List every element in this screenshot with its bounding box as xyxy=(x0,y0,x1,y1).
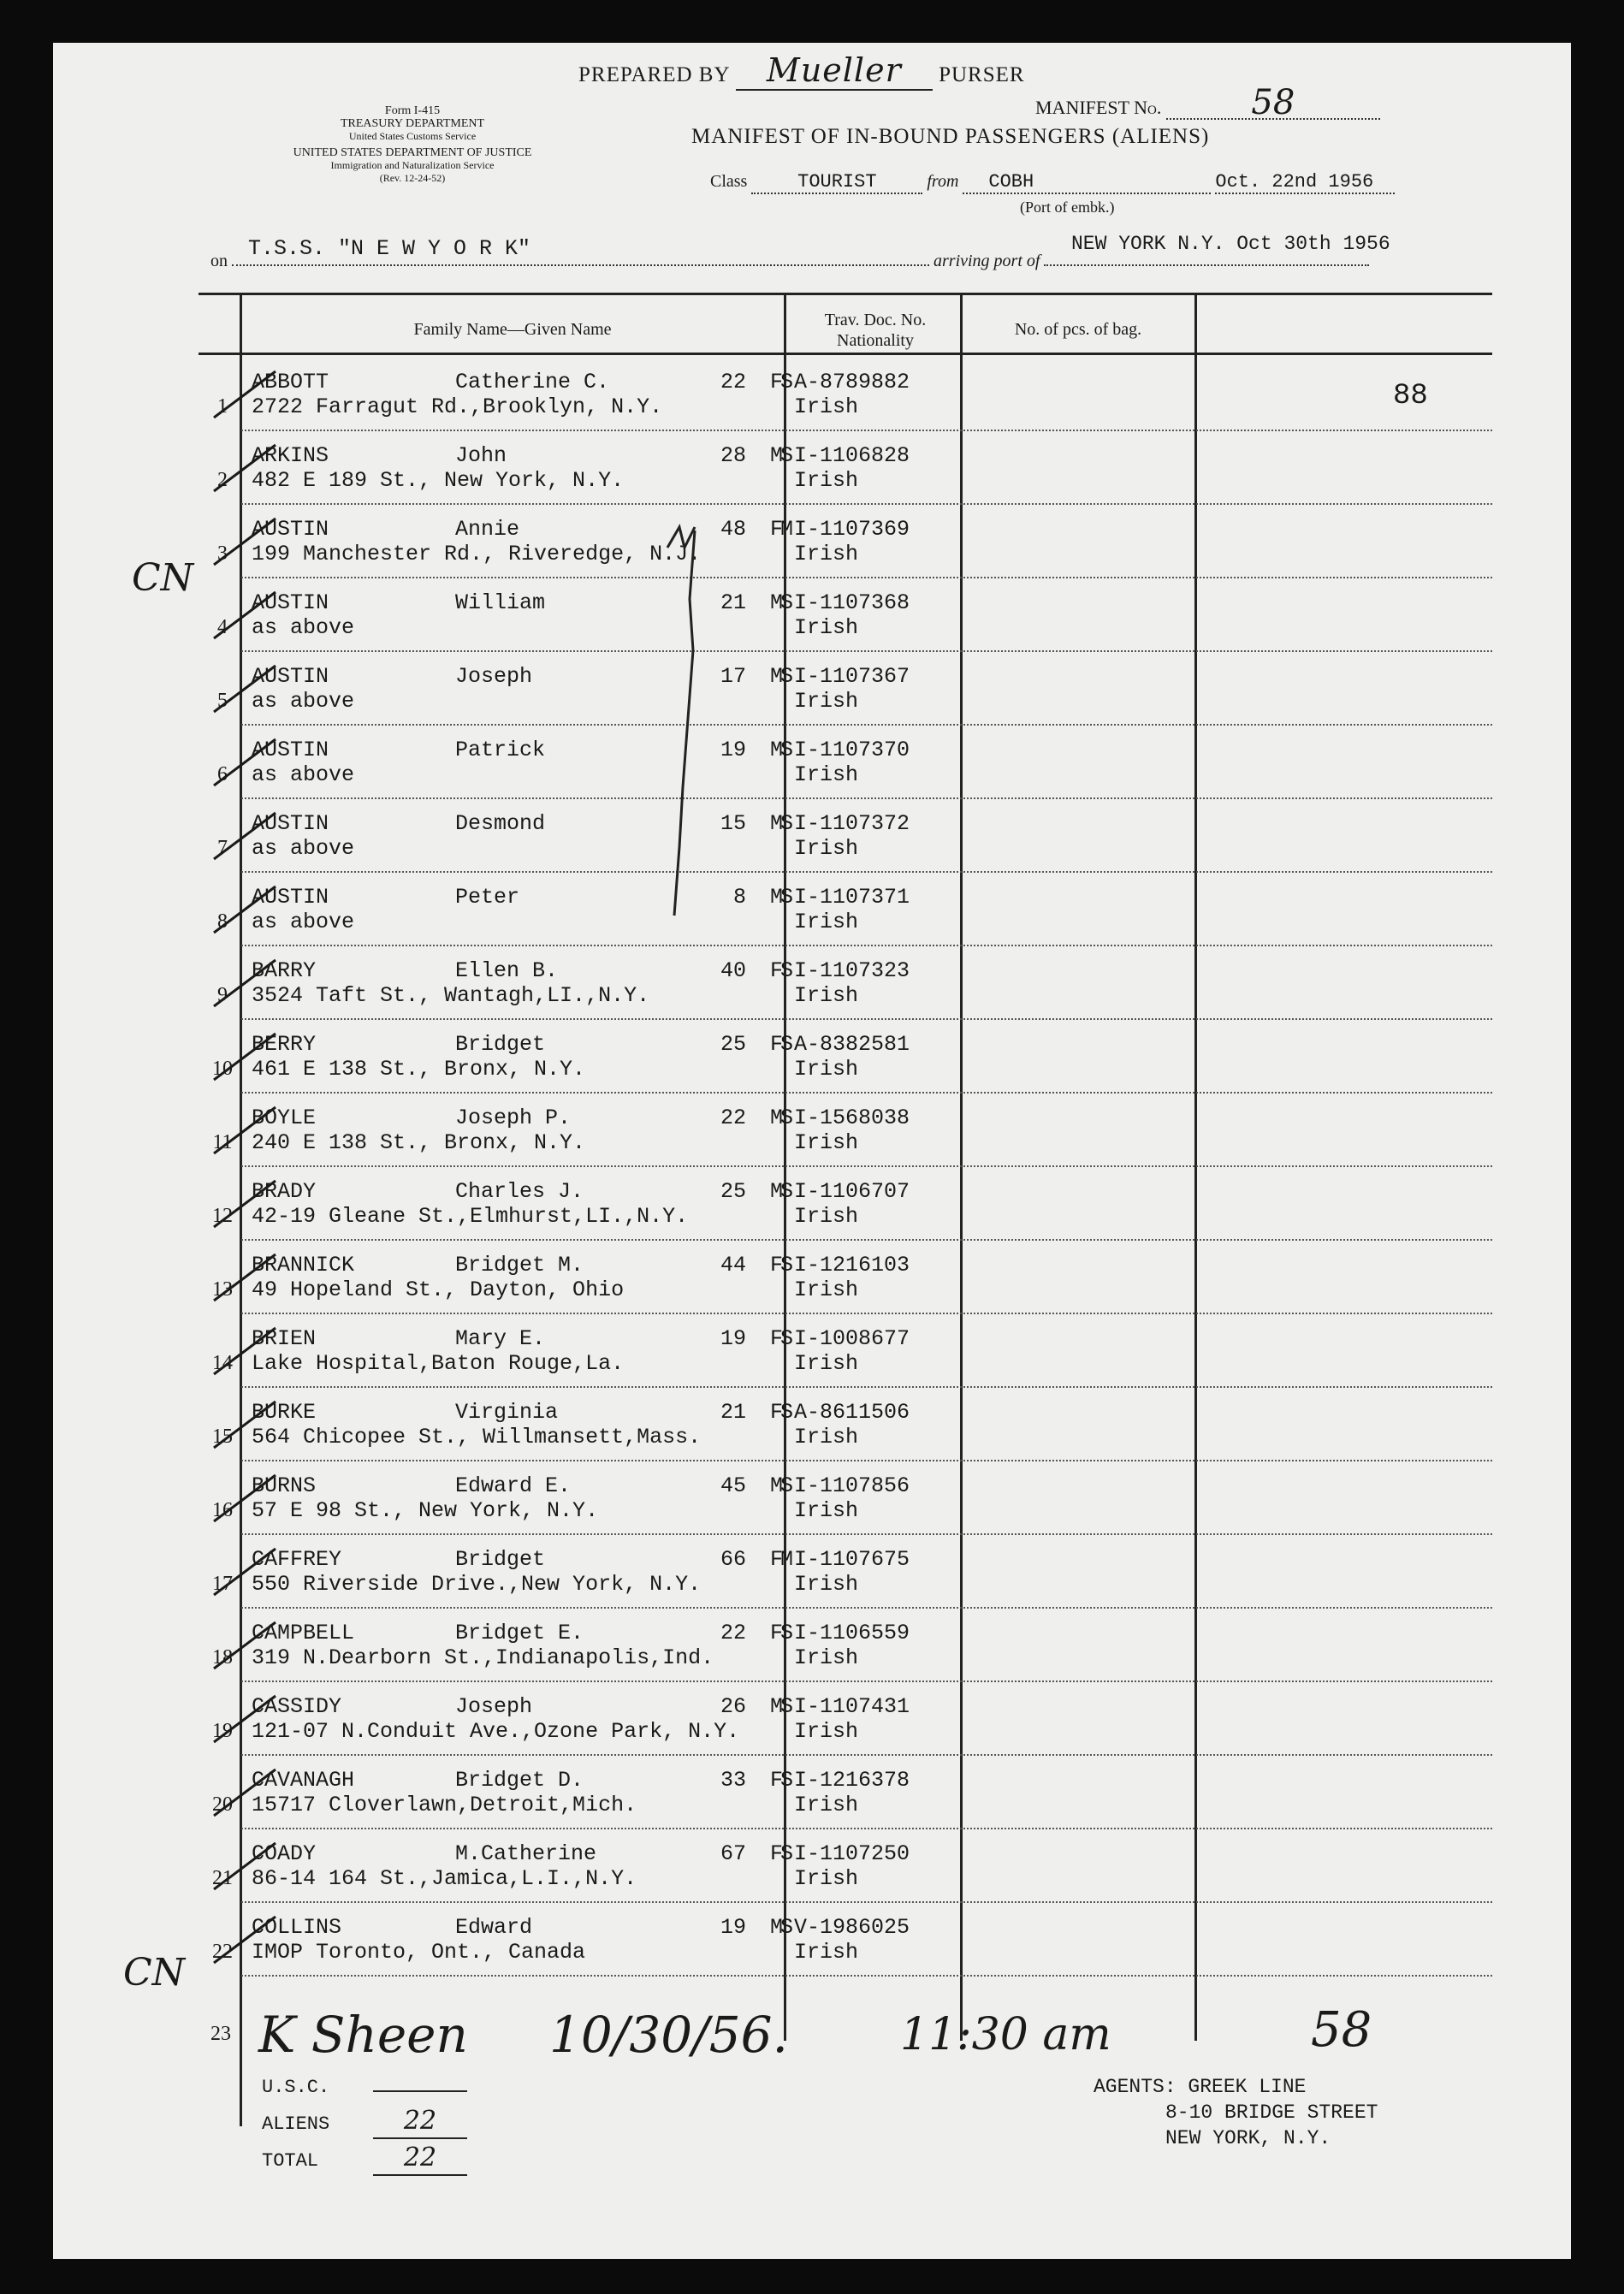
address: 2722 Farragut Rd.,Brooklyn, N.Y. xyxy=(252,394,663,419)
given-name: Desmond xyxy=(455,811,546,836)
row-number: 18 xyxy=(212,1646,233,1669)
nationality: Irish xyxy=(794,689,859,714)
given-name: Catherine C. xyxy=(455,370,610,394)
purser-label: PURSER xyxy=(939,63,1025,86)
form-block xyxy=(207,104,618,185)
address: as above xyxy=(252,762,355,787)
sex: F xyxy=(770,370,784,394)
manifest-no-label: MANIFEST No. xyxy=(1035,97,1162,118)
nationality: Irish xyxy=(794,394,859,419)
age: 22 xyxy=(720,1106,746,1130)
travel-doc-no: I-1107369 xyxy=(794,517,910,542)
given-name: M.Catherine xyxy=(455,1841,597,1866)
family-name: AUSTIN xyxy=(252,517,329,542)
age: 66 xyxy=(720,1547,746,1572)
nationality: Irish xyxy=(794,468,859,493)
travel-doc-no: A-8789882 xyxy=(794,370,910,394)
check-mark-icon xyxy=(207,806,284,866)
given-name: Virginia xyxy=(455,1400,559,1425)
check-mark-icon xyxy=(207,659,284,719)
check-mark-icon xyxy=(207,1100,284,1160)
sex: M xyxy=(770,1915,784,1940)
marital-status: S xyxy=(780,370,794,394)
sex: M xyxy=(770,443,784,468)
signature-time: 11:30 am xyxy=(900,2009,1111,2060)
row-number: 22 xyxy=(212,1941,233,1963)
given-name: Mary E. xyxy=(455,1326,546,1351)
address: 482 E 189 St., New York, N.Y. xyxy=(252,468,625,493)
sex: M xyxy=(770,885,784,910)
travel-doc-no: I-1216378 xyxy=(794,1768,910,1793)
row-divider xyxy=(241,724,1492,726)
travel-doc-no: I-1106828 xyxy=(794,443,910,468)
family-name: AUSTIN xyxy=(252,885,329,910)
col-header-doc-1: Trav. Doc. No. xyxy=(824,311,927,329)
age: 19 xyxy=(720,738,746,762)
sex: M xyxy=(770,664,784,689)
row-divider xyxy=(241,1901,1492,1903)
row-divider xyxy=(241,650,1492,652)
sex: M xyxy=(770,1694,784,1719)
family-name: COADY xyxy=(252,1841,317,1866)
row-divider xyxy=(241,1533,1492,1535)
row-number: 10 xyxy=(212,1058,233,1080)
total-usc: U.S.C. xyxy=(262,2071,467,2104)
row-number: 15 xyxy=(212,1426,233,1448)
manifest-page xyxy=(53,43,1571,2259)
marital-status: S xyxy=(780,1400,794,1425)
marital-status: S xyxy=(780,958,794,983)
family-name: BOYLE xyxy=(252,1106,317,1130)
from-value: COBH xyxy=(963,171,1211,194)
row-divider xyxy=(241,503,1492,505)
family-name: BURNS xyxy=(252,1473,317,1498)
given-name: Joseph xyxy=(455,664,533,689)
total-total: TOTAL 22 xyxy=(262,2141,467,2178)
prepared-by-name: Mueller xyxy=(736,51,933,91)
age: 48 xyxy=(720,517,746,542)
row-number: 1 xyxy=(217,395,228,418)
travel-doc-no: I-1107371 xyxy=(794,885,910,910)
given-name: Joseph P. xyxy=(455,1106,572,1130)
family-name: COLLINS xyxy=(252,1915,342,1940)
address: 3524 Taft St., Wantagh,LI.,N.Y. xyxy=(252,983,650,1008)
travel-doc-no: V-1986025 xyxy=(794,1915,910,1940)
nationality: Irish xyxy=(794,1793,859,1817)
check-mark-icon xyxy=(207,1910,284,1970)
row-23-number: 23 xyxy=(210,2023,231,2045)
address: 57 E 98 St., New York, N.Y. xyxy=(252,1498,599,1523)
sex: M xyxy=(770,590,784,615)
prepared-by xyxy=(578,51,1025,91)
age: 8 xyxy=(732,885,746,910)
age: 17 xyxy=(720,664,746,689)
check-mark-icon xyxy=(207,585,284,645)
sex: F xyxy=(770,958,784,983)
row-divider xyxy=(241,1313,1492,1314)
check-mark-icon xyxy=(207,1321,284,1381)
family-name: AUSTIN xyxy=(252,664,329,689)
age: 22 xyxy=(720,1621,746,1645)
on-row xyxy=(210,252,1502,271)
nationality: Irish xyxy=(794,910,859,934)
age: 28 xyxy=(720,443,746,468)
family-name: AUSTIN xyxy=(252,811,329,836)
address: 461 E 138 St., Bronx, N.Y. xyxy=(252,1057,586,1082)
row-number: 19 xyxy=(212,1720,233,1742)
family-name: AUSTIN xyxy=(252,738,329,762)
form-number: Form I-415 xyxy=(384,104,441,117)
marital-status: S xyxy=(780,885,794,910)
marital-status: S xyxy=(780,1841,794,1866)
row-divider xyxy=(241,1754,1492,1756)
signature-number: 58 xyxy=(1311,2002,1372,2058)
totals-block xyxy=(262,2071,467,2178)
travel-doc-no: I-1107368 xyxy=(794,590,910,615)
address: as above xyxy=(252,910,355,934)
nationality: Irish xyxy=(794,836,859,861)
sex: F xyxy=(770,1768,784,1793)
family-name: BURKE xyxy=(252,1400,317,1425)
age: 45 xyxy=(720,1473,746,1498)
travel-doc-no: I-1107675 xyxy=(794,1547,910,1572)
address: IMOP Toronto, Ont., Canada xyxy=(252,1940,586,1965)
given-name: Bridget D. xyxy=(455,1768,584,1793)
row-divider xyxy=(241,871,1492,873)
age: 33 xyxy=(720,1768,746,1793)
check-mark-icon xyxy=(207,1174,284,1234)
travel-doc-no: I-1216103 xyxy=(794,1253,910,1277)
table-top-line xyxy=(199,293,1492,295)
age: 44 xyxy=(720,1253,746,1277)
age: 22 xyxy=(720,370,746,394)
address: 86-14 164 St.,Jamica,L.I.,N.Y. xyxy=(252,1866,637,1891)
row-divider xyxy=(241,1092,1492,1094)
marital-status: M xyxy=(780,1547,794,1572)
age: 21 xyxy=(720,590,746,615)
sex: M xyxy=(770,738,784,762)
given-name: William xyxy=(455,590,546,615)
nationality: Irish xyxy=(794,1572,859,1597)
age: 19 xyxy=(720,1915,746,1940)
travel-doc-no: I-1008677 xyxy=(794,1326,910,1351)
vessel-name: T.S.S. "N E W Y O R K" xyxy=(248,236,531,261)
col-header-doc xyxy=(792,310,958,351)
travel-doc-no: I-1107431 xyxy=(794,1694,910,1719)
given-name: Peter xyxy=(455,885,520,910)
sex: F xyxy=(770,1621,784,1645)
given-name: Ellen B. xyxy=(455,958,559,983)
col-rule-doc xyxy=(960,295,963,2041)
form-justice: UNITED STATES DEPARTMENT OF JUSTICE xyxy=(293,146,532,159)
family-name: AUSTIN xyxy=(252,590,329,615)
nationality: Irish xyxy=(794,1277,859,1302)
form-customs: United States Customs Service xyxy=(348,130,477,142)
travel-doc-no: I-1106707 xyxy=(794,1179,910,1204)
age: 19 xyxy=(720,1326,746,1351)
check-mark-icon xyxy=(207,1836,284,1896)
agents-block xyxy=(1094,2074,1378,2151)
on-label: on xyxy=(210,252,228,270)
given-name: Charles J. xyxy=(455,1179,584,1204)
manifest-no-value: 58 xyxy=(1166,87,1380,120)
address: 42-19 Gleane St.,Elmhurst,LI.,N.Y. xyxy=(252,1204,689,1229)
row-number: 16 xyxy=(212,1499,233,1521)
marital-status: S xyxy=(780,1915,794,1940)
address: as above xyxy=(252,836,355,861)
row-number: 6 xyxy=(217,763,228,785)
row-number: 8 xyxy=(217,910,228,933)
row-number: 2 xyxy=(217,469,228,491)
row-number: 17 xyxy=(212,1573,233,1595)
margin-mark-cn-2: CN xyxy=(123,1951,186,1995)
class-label: Class xyxy=(710,172,748,191)
agents-line-3: NEW YORK, N.Y. xyxy=(1165,2127,1331,2149)
marital-status: S xyxy=(780,811,794,836)
marital-status: S xyxy=(780,1032,794,1057)
nationality: Irish xyxy=(794,1425,859,1449)
signature-date: 10/30/56. xyxy=(549,2006,788,2064)
arrival-value: NEW YORK N.Y. Oct 30th 1956 xyxy=(1071,233,1390,255)
officer-signature: K Sheen xyxy=(258,2006,468,2064)
nationality: Irish xyxy=(794,1057,859,1082)
travel-doc-no: A-8611506 xyxy=(794,1400,910,1425)
given-name: Annie xyxy=(455,517,520,542)
family-name: BRIEN xyxy=(252,1326,317,1351)
marital-status: S xyxy=(780,1106,794,1130)
address: 49 Hopeland St., Dayton, Ohio xyxy=(252,1277,625,1302)
side-count: 88 xyxy=(1393,380,1428,412)
sex: M xyxy=(770,1106,784,1130)
row-divider xyxy=(241,945,1492,946)
address: 240 E 138 St., Bronx, N.Y. xyxy=(252,1130,586,1155)
marital-status: S xyxy=(780,1179,794,1204)
row-divider xyxy=(241,797,1492,799)
from-label: from xyxy=(927,172,959,191)
address: as above xyxy=(252,615,355,640)
total-aliens: ALIENS 22 xyxy=(262,2104,467,2141)
row-number: 4 xyxy=(217,616,228,638)
age: 67 xyxy=(720,1841,746,1866)
age: 25 xyxy=(720,1179,746,1204)
address: 550 Riverside Drive.,New York, N.Y. xyxy=(252,1572,702,1597)
travel-doc-no: I-1568038 xyxy=(794,1106,910,1130)
row-divider xyxy=(241,1828,1492,1829)
check-mark-icon xyxy=(207,880,284,940)
manifest-no xyxy=(1035,83,1380,122)
agents-line-2: 8-10 BRIDGE STREET xyxy=(1165,2101,1378,2124)
col-header-bag: No. of pcs. of bag. xyxy=(1014,320,1142,339)
manifest-title: MANIFEST OF IN-BOUND PASSENGERS (ALIENS) xyxy=(691,125,1210,148)
row-divider xyxy=(241,1165,1492,1167)
family-name: BRADY xyxy=(252,1179,317,1204)
check-mark-icon xyxy=(207,953,284,1013)
row-divider xyxy=(241,430,1492,431)
prepared-by-label: PREPARED BY xyxy=(578,63,730,86)
form-ins: Immigration and Naturalization Service xyxy=(330,159,495,171)
address: 15717 Cloverlawn,Detroit,Mich. xyxy=(252,1793,637,1817)
marital-status: S xyxy=(780,1694,794,1719)
given-name: Bridget M. xyxy=(455,1253,584,1277)
nationality: Irish xyxy=(794,1204,859,1229)
check-mark-icon xyxy=(207,438,284,498)
given-name: John xyxy=(455,443,507,468)
age: 15 xyxy=(720,811,746,836)
family-name: BARRY xyxy=(252,958,317,983)
marital-status: S xyxy=(780,1768,794,1793)
address: 564 Chicopee St., Willmansett,Mass. xyxy=(252,1425,702,1449)
given-name: Edward E. xyxy=(455,1473,572,1498)
given-name: Patrick xyxy=(455,738,546,762)
nationality: Irish xyxy=(794,1351,859,1376)
form-treasury: TREASURY DEPARTMENT xyxy=(340,117,485,130)
check-mark-icon xyxy=(207,365,284,424)
family-name: ARKINS xyxy=(252,443,329,468)
marital-status: S xyxy=(780,738,794,762)
row-divider xyxy=(241,1680,1492,1682)
marital-status: S xyxy=(780,1621,794,1645)
address: 319 N.Dearborn St.,Indianapolis,Ind. xyxy=(252,1645,714,1670)
row-divider xyxy=(241,1460,1492,1461)
check-mark-icon xyxy=(207,1615,284,1675)
address: 199 Manchester Rd., Riveredge, N.J. xyxy=(252,542,702,566)
row-divider xyxy=(241,1607,1492,1609)
given-name: Edward xyxy=(455,1915,533,1940)
sex: M xyxy=(770,1179,784,1204)
family-name: ABBOTT xyxy=(252,370,329,394)
travel-doc-no: I-1107323 xyxy=(794,958,910,983)
marital-status: S xyxy=(780,443,794,468)
col-header-doc-2: Nationality xyxy=(837,331,914,350)
row-divider xyxy=(241,1975,1492,1977)
sex: F xyxy=(770,1547,784,1572)
check-mark-icon xyxy=(207,1763,284,1823)
age: 40 xyxy=(720,958,746,983)
nationality: Irish xyxy=(794,1645,859,1670)
given-name: Joseph xyxy=(455,1694,533,1719)
form-rev: (Rev. 12-24-52) xyxy=(379,172,446,184)
sex: F xyxy=(770,517,784,542)
age: 21 xyxy=(720,1400,746,1425)
age: 25 xyxy=(720,1032,746,1057)
row-number: 7 xyxy=(217,837,228,859)
check-mark-icon xyxy=(207,1468,284,1528)
from-date: Oct. 22nd 1956 xyxy=(1215,171,1395,194)
address: 121-07 N.Conduit Ave.,Ozone Park, N.Y. xyxy=(252,1719,740,1744)
travel-doc-no: I-1107370 xyxy=(794,738,910,762)
row-number: 12 xyxy=(212,1205,233,1227)
col-rule-bag xyxy=(1194,295,1197,2041)
table-header-line xyxy=(199,353,1492,355)
sex: F xyxy=(770,1326,784,1351)
sex: F xyxy=(770,1841,784,1866)
marital-status: S xyxy=(780,1473,794,1498)
agents-line-1: AGENTS: GREEK LINE xyxy=(1094,2076,1307,2098)
family-name: CAFFREY xyxy=(252,1547,342,1572)
check-mark-icon xyxy=(207,512,284,572)
sex: F xyxy=(770,1400,784,1425)
travel-doc-no: I-1106559 xyxy=(794,1621,910,1645)
family-name: BRANNICK xyxy=(252,1253,355,1277)
sex: M xyxy=(770,1473,784,1498)
address: as above xyxy=(252,689,355,714)
marital-status: S xyxy=(780,1326,794,1351)
sex: F xyxy=(770,1253,784,1277)
row-divider xyxy=(241,577,1492,578)
nationality: Irish xyxy=(794,1940,859,1965)
given-name: Bridget xyxy=(455,1032,546,1057)
check-mark-icon xyxy=(207,1689,284,1749)
sex: M xyxy=(770,811,784,836)
check-mark-icon xyxy=(207,1395,284,1455)
given-name: Bridget E. xyxy=(455,1621,584,1645)
marital-status: S xyxy=(780,590,794,615)
age: 26 xyxy=(720,1694,746,1719)
address: Lake Hospital,Baton Rouge,La. xyxy=(252,1351,625,1376)
travel-doc-no: A-8382581 xyxy=(794,1032,910,1057)
nationality: Irish xyxy=(794,542,859,566)
row-divider xyxy=(241,1239,1492,1241)
row-number: 21 xyxy=(212,1867,233,1889)
row-number: 3 xyxy=(217,542,228,565)
class-row xyxy=(710,171,1395,194)
port-note: (Port of embk.) xyxy=(1020,199,1115,216)
row-number: 20 xyxy=(212,1793,233,1816)
col-header-name: Family Name—Given Name xyxy=(413,320,612,339)
row-number: 11 xyxy=(212,1131,233,1153)
nationality: Irish xyxy=(794,1719,859,1744)
row-number: 9 xyxy=(217,984,228,1006)
family-name: CAVANAGH xyxy=(252,1768,355,1793)
marital-status: S xyxy=(780,1253,794,1277)
sex: F xyxy=(770,1032,784,1057)
row-divider xyxy=(241,1018,1492,1020)
travel-doc-no: I-1107367 xyxy=(794,664,910,689)
family-name: CAMPBELL xyxy=(252,1621,355,1645)
arriving-label: arriving port of xyxy=(934,252,1040,270)
family-name: BERRY xyxy=(252,1032,317,1057)
marital-status: S xyxy=(780,664,794,689)
margin-mark-cn-1: CN xyxy=(132,556,194,600)
travel-doc-no: I-1107372 xyxy=(794,811,910,836)
nationality: Irish xyxy=(794,1866,859,1891)
check-mark-icon xyxy=(207,1542,284,1602)
check-mark-icon xyxy=(207,732,284,792)
nationality: Irish xyxy=(794,615,859,640)
given-name: Bridget xyxy=(455,1547,546,1572)
nationality: Irish xyxy=(794,762,859,787)
check-mark-icon xyxy=(207,1248,284,1307)
family-bracket-mark xyxy=(601,522,703,967)
nationality: Irish xyxy=(794,1498,859,1523)
check-mark-icon xyxy=(207,1027,284,1087)
marital-status: M xyxy=(780,517,794,542)
row-number: 5 xyxy=(217,690,228,712)
travel-doc-no: I-1107856 xyxy=(794,1473,910,1498)
nationality: Irish xyxy=(794,1130,859,1155)
row-number: 14 xyxy=(212,1352,233,1374)
travel-doc-no: I-1107250 xyxy=(794,1841,910,1866)
nationality: Irish xyxy=(794,983,859,1008)
class-value: TOURIST xyxy=(751,171,922,194)
row-divider xyxy=(241,1386,1492,1388)
family-name: CASSIDY xyxy=(252,1694,342,1719)
row-number: 13 xyxy=(212,1278,233,1301)
